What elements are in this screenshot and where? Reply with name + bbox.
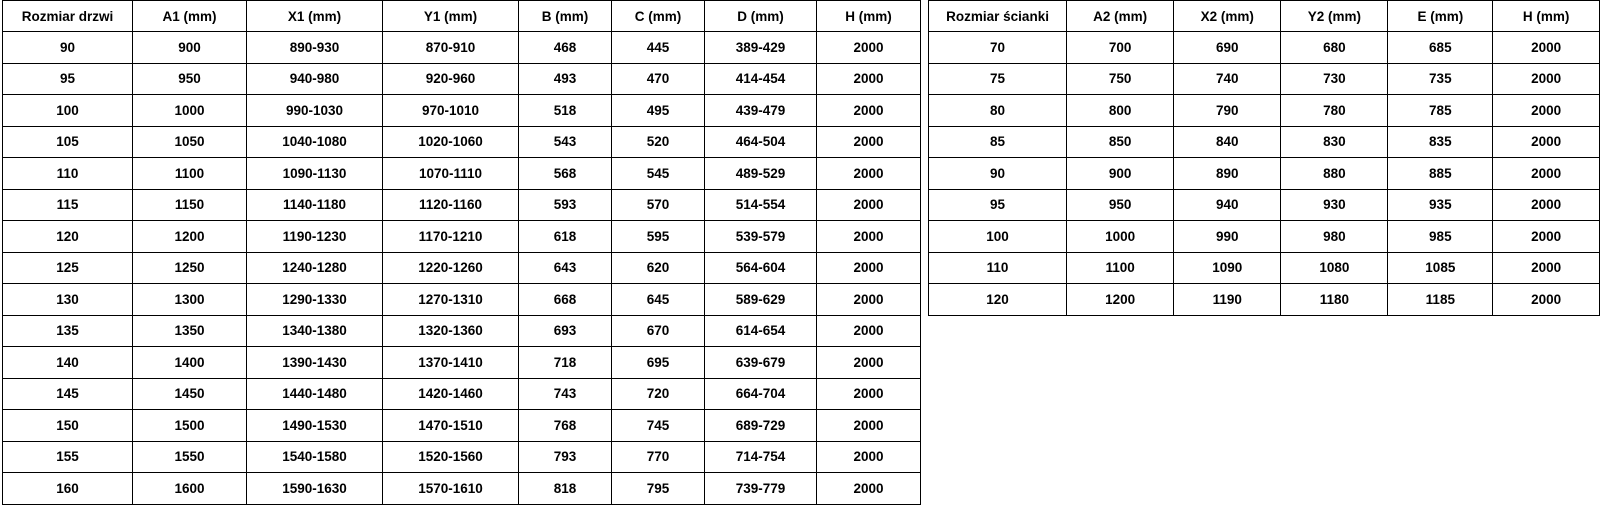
cell: 568	[519, 158, 612, 190]
cell: 389-429	[705, 32, 817, 64]
column-header-h: H (mm)	[1493, 1, 1600, 32]
cell: 880	[1281, 158, 1388, 190]
cell: 589-629	[705, 284, 817, 316]
cell: 90	[3, 32, 133, 64]
wall-size-table-container	[928, 0, 1600, 316]
cell: 1185	[1388, 284, 1493, 316]
cell: 140	[3, 347, 133, 379]
cell: 445	[612, 32, 705, 64]
cell: 135	[3, 315, 133, 347]
column-header-d: D (mm)	[705, 1, 817, 32]
cell: 2000	[1493, 189, 1600, 221]
table-row	[3, 473, 921, 505]
cell: 570	[612, 189, 705, 221]
cell: 850	[1067, 126, 1174, 158]
cell: 1190	[1174, 284, 1281, 316]
table-header-row	[3, 1, 921, 32]
cell: 130	[3, 284, 133, 316]
table-row	[929, 189, 1600, 221]
cell: 1300	[133, 284, 247, 316]
column-header-rozmiar-scianki: Rozmiar ścianki	[929, 1, 1067, 32]
cell: 1450	[133, 378, 247, 410]
cell: 900	[133, 32, 247, 64]
cell: 1085	[1388, 252, 1493, 284]
cell: 595	[612, 221, 705, 253]
cell: 768	[519, 410, 612, 442]
cell: 935	[1388, 189, 1493, 221]
cell: 439-479	[705, 95, 817, 127]
cell: 985	[1388, 221, 1493, 253]
cell: 790	[1174, 95, 1281, 127]
cell: 2000	[817, 126, 921, 158]
cell: 1420-1460	[383, 378, 519, 410]
cell: 1270-1310	[383, 284, 519, 316]
cell: 155	[3, 441, 133, 473]
table-row	[3, 126, 921, 158]
table-row	[3, 63, 921, 95]
cell: 1590-1630	[247, 473, 383, 505]
cell: 1120-1160	[383, 189, 519, 221]
cell: 1000	[133, 95, 247, 127]
cell: 680	[1281, 32, 1388, 64]
table-row	[929, 158, 1600, 190]
cell: 105	[3, 126, 133, 158]
cell: 618	[519, 221, 612, 253]
cell: 668	[519, 284, 612, 316]
cell: 970-1010	[383, 95, 519, 127]
cell: 90	[929, 158, 1067, 190]
column-header-y2: Y2 (mm)	[1281, 1, 1388, 32]
cell: 1040-1080	[247, 126, 383, 158]
cell: 1090	[1174, 252, 1281, 284]
cell: 2000	[817, 221, 921, 253]
cell: 643	[519, 252, 612, 284]
cell: 1200	[133, 221, 247, 253]
cell: 95	[3, 63, 133, 95]
cell: 2000	[1493, 63, 1600, 95]
cell: 835	[1388, 126, 1493, 158]
cell: 414-454	[705, 63, 817, 95]
table-row	[929, 126, 1600, 158]
cell: 2000	[1493, 284, 1600, 316]
cell: 1200	[1067, 284, 1174, 316]
cell: 80	[929, 95, 1067, 127]
cell: 980	[1281, 221, 1388, 253]
cell: 1140-1180	[247, 189, 383, 221]
table-row	[929, 221, 1600, 253]
cell: 718	[519, 347, 612, 379]
cell: 2000	[1493, 158, 1600, 190]
table-row	[3, 378, 921, 410]
cell: 1050	[133, 126, 247, 158]
cell: 940	[1174, 189, 1281, 221]
table-row	[3, 221, 921, 253]
cell: 750	[1067, 63, 1174, 95]
cell: 564-604	[705, 252, 817, 284]
column-header-x1: X1 (mm)	[247, 1, 383, 32]
table-row	[3, 441, 921, 473]
cell: 664-704	[705, 378, 817, 410]
cell: 2000	[1493, 221, 1600, 253]
cell: 520	[612, 126, 705, 158]
cell: 1470-1510	[383, 410, 519, 442]
cell: 1100	[133, 158, 247, 190]
cell: 990	[1174, 221, 1281, 253]
cell: 2000	[817, 347, 921, 379]
cell: 120	[3, 221, 133, 253]
cell: 700	[1067, 32, 1174, 64]
cell: 1370-1410	[383, 347, 519, 379]
cell: 95	[929, 189, 1067, 221]
table-row	[3, 315, 921, 347]
table-row	[929, 95, 1600, 127]
cell: 1220-1260	[383, 252, 519, 284]
cell: 818	[519, 473, 612, 505]
cell: 464-504	[705, 126, 817, 158]
cell: 870-910	[383, 32, 519, 64]
cell: 1080	[1281, 252, 1388, 284]
cell: 1070-1110	[383, 158, 519, 190]
cell: 489-529	[705, 158, 817, 190]
cell: 990-1030	[247, 95, 383, 127]
cell: 514-554	[705, 189, 817, 221]
cell: 793	[519, 441, 612, 473]
cell: 1500	[133, 410, 247, 442]
cell: 2000	[817, 378, 921, 410]
door-size-table-container	[2, 0, 921, 505]
cell: 545	[612, 158, 705, 190]
table-row	[929, 252, 1600, 284]
cell: 890-930	[247, 32, 383, 64]
cell: 1570-1610	[383, 473, 519, 505]
column-header-a1: A1 (mm)	[133, 1, 247, 32]
cell: 1190-1230	[247, 221, 383, 253]
cell: 1320-1360	[383, 315, 519, 347]
cell: 695	[612, 347, 705, 379]
door-size-table	[2, 0, 921, 505]
cell: 1150	[133, 189, 247, 221]
table-row	[3, 284, 921, 316]
cell: 1400	[133, 347, 247, 379]
cell: 160	[3, 473, 133, 505]
cell: 1100	[1067, 252, 1174, 284]
cell: 1390-1430	[247, 347, 383, 379]
cell: 110	[3, 158, 133, 190]
cell: 495	[612, 95, 705, 127]
cell: 950	[133, 63, 247, 95]
table-header-row	[929, 1, 1600, 32]
cell: 1490-1530	[247, 410, 383, 442]
cell: 940-980	[247, 63, 383, 95]
cell: 840	[1174, 126, 1281, 158]
cell: 100	[929, 221, 1067, 253]
cell: 800	[1067, 95, 1174, 127]
cell: 1240-1280	[247, 252, 383, 284]
column-header-c: C (mm)	[612, 1, 705, 32]
cell: 920-960	[383, 63, 519, 95]
table-row	[3, 347, 921, 379]
cell: 670	[612, 315, 705, 347]
cell: 1520-1560	[383, 441, 519, 473]
cell: 493	[519, 63, 612, 95]
cell: 735	[1388, 63, 1493, 95]
cell: 2000	[817, 473, 921, 505]
cell: 690	[1174, 32, 1281, 64]
cell: 885	[1388, 158, 1493, 190]
cell: 518	[519, 95, 612, 127]
cell: 2000	[817, 32, 921, 64]
column-header-rozmiar-drzwi: Rozmiar drzwi	[3, 1, 133, 32]
cell: 120	[929, 284, 1067, 316]
cell: 900	[1067, 158, 1174, 190]
cell: 1350	[133, 315, 247, 347]
cell: 930	[1281, 189, 1388, 221]
cell: 470	[612, 63, 705, 95]
cell: 2000	[1493, 32, 1600, 64]
table-row	[929, 63, 1600, 95]
cell: 2000	[817, 189, 921, 221]
cell: 1170-1210	[383, 221, 519, 253]
table-row	[3, 158, 921, 190]
cell: 689-729	[705, 410, 817, 442]
cell: 1340-1380	[247, 315, 383, 347]
cell: 645	[612, 284, 705, 316]
cell: 720	[612, 378, 705, 410]
cell: 1290-1330	[247, 284, 383, 316]
cell: 2000	[817, 410, 921, 442]
cell: 2000	[817, 95, 921, 127]
cell: 620	[612, 252, 705, 284]
cell: 745	[612, 410, 705, 442]
cell: 1000	[1067, 221, 1174, 253]
cell: 2000	[817, 252, 921, 284]
cell: 730	[1281, 63, 1388, 95]
cell: 1180	[1281, 284, 1388, 316]
cell: 1090-1130	[247, 158, 383, 190]
cell: 714-754	[705, 441, 817, 473]
cell: 770	[612, 441, 705, 473]
cell: 795	[612, 473, 705, 505]
cell: 1440-1480	[247, 378, 383, 410]
cell: 1020-1060	[383, 126, 519, 158]
cell: 780	[1281, 95, 1388, 127]
cell: 150	[3, 410, 133, 442]
cell: 639-679	[705, 347, 817, 379]
cell: 2000	[817, 158, 921, 190]
cell: 125	[3, 252, 133, 284]
cell: 890	[1174, 158, 1281, 190]
cell: 468	[519, 32, 612, 64]
cell: 740	[1174, 63, 1281, 95]
column-header-e: E (mm)	[1388, 1, 1493, 32]
cell: 70	[929, 32, 1067, 64]
cell: 1250	[133, 252, 247, 284]
cell: 145	[3, 378, 133, 410]
cell: 830	[1281, 126, 1388, 158]
column-header-a2: A2 (mm)	[1067, 1, 1174, 32]
cell: 739-779	[705, 473, 817, 505]
cell: 100	[3, 95, 133, 127]
table-row	[3, 252, 921, 284]
cell: 2000	[817, 441, 921, 473]
cell: 2000	[817, 63, 921, 95]
table-row	[3, 410, 921, 442]
column-header-b: B (mm)	[519, 1, 612, 32]
wall-size-table	[928, 0, 1600, 316]
cell: 2000	[1493, 252, 1600, 284]
column-header-h: H (mm)	[817, 1, 921, 32]
table-row	[929, 32, 1600, 64]
cell: 1540-1580	[247, 441, 383, 473]
cell: 614-654	[705, 315, 817, 347]
cell: 2000	[817, 284, 921, 316]
cell: 75	[929, 63, 1067, 95]
table-row	[3, 189, 921, 221]
cell: 1550	[133, 441, 247, 473]
cell: 2000	[817, 315, 921, 347]
cell: 785	[1388, 95, 1493, 127]
cell: 2000	[1493, 95, 1600, 127]
cell: 543	[519, 126, 612, 158]
table-row	[3, 32, 921, 64]
cell: 1600	[133, 473, 247, 505]
cell: 539-579	[705, 221, 817, 253]
cell: 593	[519, 189, 612, 221]
cell: 693	[519, 315, 612, 347]
column-header-x2: X2 (mm)	[1174, 1, 1281, 32]
column-header-y1: Y1 (mm)	[383, 1, 519, 32]
cell: 743	[519, 378, 612, 410]
cell: 115	[3, 189, 133, 221]
table-row	[929, 284, 1600, 316]
cell: 2000	[1493, 126, 1600, 158]
cell: 85	[929, 126, 1067, 158]
cell: 950	[1067, 189, 1174, 221]
cell: 685	[1388, 32, 1493, 64]
table-row	[3, 95, 921, 127]
cell: 110	[929, 252, 1067, 284]
